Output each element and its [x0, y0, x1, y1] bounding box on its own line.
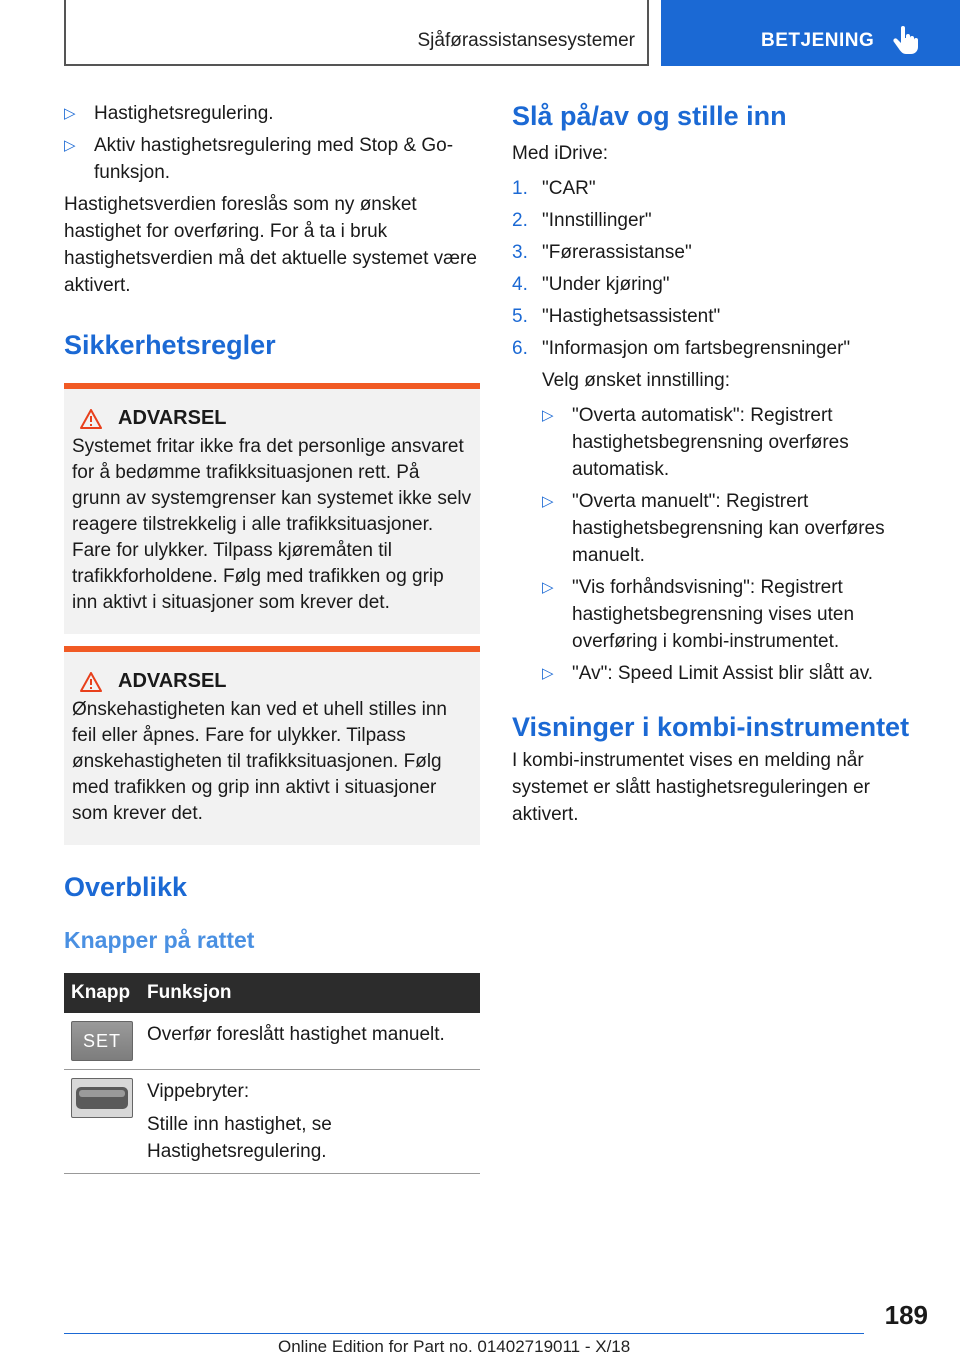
display-heading: Visninger i kombi-instrumentet: [512, 712, 910, 742]
triangle-bullet-icon: ▷: [64, 105, 76, 122]
triangle-bullet-icon: ▷: [542, 407, 554, 424]
table-header-row: [64, 973, 480, 1013]
buttons-table: [64, 973, 480, 1174]
triangle-bullet-icon: ▷: [542, 579, 554, 596]
table-row: [64, 1070, 480, 1174]
warning-box: [64, 383, 480, 634]
list-item: ▷ Hastighetsregulering.: [64, 100, 480, 127]
triangle-bullet-icon: ▷: [542, 493, 554, 510]
left-column: [64, 100, 480, 1174]
rocker-switch-icon: [71, 1078, 133, 1118]
warning-triangle-icon: [80, 409, 102, 429]
options-list: [512, 402, 928, 687]
idrive-intro: Med iDrive:: [512, 143, 609, 164]
triangle-bullet-icon: ▷: [542, 665, 554, 682]
header-chapter-title: BETJENING: [761, 30, 875, 51]
choose-setting-text: Velg ønsket innstilling:: [542, 370, 730, 391]
list-item: 3. "Førerassistanse": [512, 242, 692, 263]
header-section-title: Sjåførassistansesystemer: [417, 30, 635, 51]
warning-label: ADVARSEL: [118, 407, 227, 429]
list-item: ▷ Aktiv hastighetsregulering med Stop & Go-funksjon.: [64, 132, 480, 186]
table-cell: Overfør foreslått hastighet manuelt.: [140, 1013, 480, 1070]
warning-text: Systemet fritar ikke fra det personlige ansvaret for å bedømme trafikksituasjonen rett. På grunn av systemgrenser kan systemet ikke selv reagere tilstrekkelig i alle trafikksituasjoner. Fare for ulykker. Tilpass kjøremåten til trafikkforholdene. Følg med trafikken og grip inn aktivt i situasjoner som krever det.: [72, 436, 472, 613]
footer-edition: Online Edition for Part no. 01402719011 - X/18: [278, 1337, 631, 1356]
set-button-icon: SET: [71, 1021, 133, 1061]
table-cell: Vippebryter: Stille inn hastighet, se Hastighetsregulering.: [140, 1070, 480, 1174]
overview-heading: Overblikk: [64, 872, 188, 902]
list-item: ▷ "Av": Speed Limit Assist blir slått av.: [542, 660, 928, 687]
hand-pointer-icon: [893, 26, 919, 54]
list-item: 5. "Hastighetsassistent": [512, 306, 721, 327]
settings-heading: Slå på/av og stille inn: [512, 101, 787, 131]
page-number: 189: [884, 1300, 928, 1330]
list-item: ▷ "Vis forhåndsvisning": Registrert hastighetsbegrensning vises uten overføring i kombi-instrumentet.: [542, 574, 928, 655]
list-item: 6. "Informasjon om fartsbegrensninger": [512, 338, 851, 359]
header-chapter-box: [661, 0, 960, 66]
warning-text: Ønskehastigheten kan ved et uhell stilles inn feil eller åpnes. Fare for ulykker. Tilpass ønskehastigheten til trafikksituasjonen. Følg med trafikken og grip inn aktivt i situasjoner som krever det.: [72, 699, 447, 824]
warning-box: [64, 646, 480, 845]
list-item: 4. "Under kjøring": [512, 274, 670, 295]
table-row: [64, 1013, 480, 1070]
list-item: 2. "Innstillinger": [512, 210, 652, 231]
warning-triangle-icon: [80, 672, 102, 692]
column-header: Knapp: [64, 973, 140, 1013]
display-paragraph: I kombi-instrumentet vises en melding når systemet er slått hastighetsreguleringen er aktivert.: [512, 750, 871, 825]
safety-heading: Sikkerhetsregler: [64, 330, 276, 360]
right-column: [512, 100, 928, 828]
footer-divider: [64, 1333, 864, 1334]
list-item: ▷ "Overta automatisk": Registrert hastighetsbegrensning overføres automatisk.: [542, 402, 928, 483]
header-section-box: [64, 0, 649, 66]
list-item: ▷ "Overta manuelt": Registrert hastighetsbegrensning kan overføres manuelt.: [542, 488, 928, 569]
warning-label: ADVARSEL: [118, 670, 227, 692]
intro-paragraph: Hastighetsverdien foreslås som ny ønsket hastighet for overføring. For å ta i bruk hastighetsverdien må det aktuelle systemet være aktivert.: [64, 194, 477, 296]
list-item: 1. "CAR": [512, 178, 596, 199]
buttons-heading: Knapper på rattet: [64, 927, 255, 953]
triangle-bullet-icon: ▷: [64, 137, 76, 154]
column-header: Funksjon: [140, 973, 480, 1013]
